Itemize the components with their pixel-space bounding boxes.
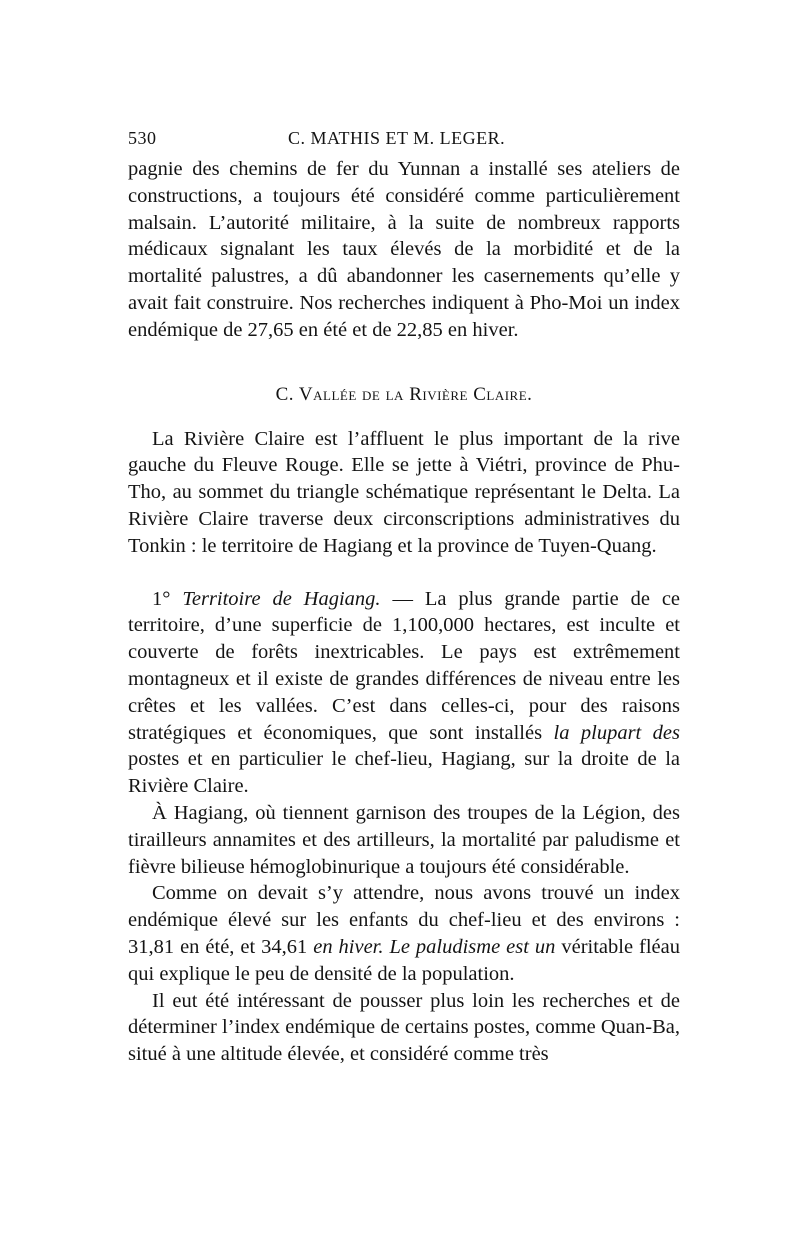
paragraph-italic-text: la plupart des bbox=[553, 721, 680, 744]
running-title: C. MATHIS ET M. LEGER. bbox=[288, 128, 506, 148]
paragraph-text: postes et en particulier le chef-lieu, Hagiang, sur la droite de la Rivière Claire. bbox=[128, 748, 680, 798]
paragraph-index-endemique bbox=[128, 880, 680, 987]
spacer bbox=[128, 560, 680, 586]
subsection-title: Territoire de Hagiang. bbox=[182, 587, 381, 610]
paragraph-territoire-hagiang bbox=[128, 586, 680, 800]
paragraph-riviere-claire: La Rivière Claire est l’affluent le plus important de la rive gauche du Fleuve Rouge. Elle se jette à Viétri, province de Phu-Tho, au sommet du triangle schématique représentant le Delta. La Rivière Claire traverse deux circonscriptions administratives du Tonkin : le territoire de Hagiang et la province de Tuyen-Quang. bbox=[128, 427, 680, 557]
running-header bbox=[128, 128, 680, 156]
subsection-number: 1° bbox=[152, 587, 171, 610]
paragraph-text: véritable fléau qui explique le peu de densité de la population. bbox=[128, 935, 680, 985]
paragraph-hagiang-garnison: À Hagiang, où tiennent garnison des troupes de la Légion, des tirailleurs annamites et des artilleurs, la mortalité par paludisme et fièvre bilieuse hémoglobinurique a toujours été considérable. bbox=[128, 801, 680, 878]
paragraph-text: Comme on devait s’y attendre, nous avons trouvé un index endémique élevé sur les enfants du chef-lieu et des environs : 31,81 en été, et 34,61 bbox=[128, 882, 680, 958]
document-page bbox=[128, 128, 680, 1068]
section-heading: C. Vallée de la Rivière Claire. bbox=[275, 383, 533, 405]
paragraph-continuation: pagnie des chemins de fer du Yunnan a installé ses ateliers de constructions, a toujours été considéré comme particulièrement malsain. L’autorité militaire, à la suite de nombreux rapports médicaux signalant les taux élevés de la morbidité et de la mortalité palustres, a dû abandonner les casernements qu’elle y avait fait construire. Nos recherches indiquent à Pho-Moi un index endémique de 27,65 en été et de 22,85 en hiver. bbox=[128, 158, 680, 341]
paragraph-italic-text: en hiver. Le paludisme est un bbox=[313, 935, 556, 958]
paragraph-text: — La plus grande partie de ce territoire, d’une superficie de 1,100,000 hectares, est inculte et couverte de forêts inextricables. Le pays est extrêmement montagneux et il existe de grandes différences de niveau entre les crêtes et les vallées. C’est dans celles-ci, pour des raisons stratégiques et économiques, que sont installés bbox=[128, 587, 681, 744]
page-number: 530 bbox=[128, 128, 157, 148]
paragraph-quan-ba: Il eut été intéressant de pousser plus loin les recherches et de déterminer l’index endémique de certains postes, comme Quan-Ba, situé à une altitude élevée, et considéré comme très bbox=[128, 989, 680, 1066]
